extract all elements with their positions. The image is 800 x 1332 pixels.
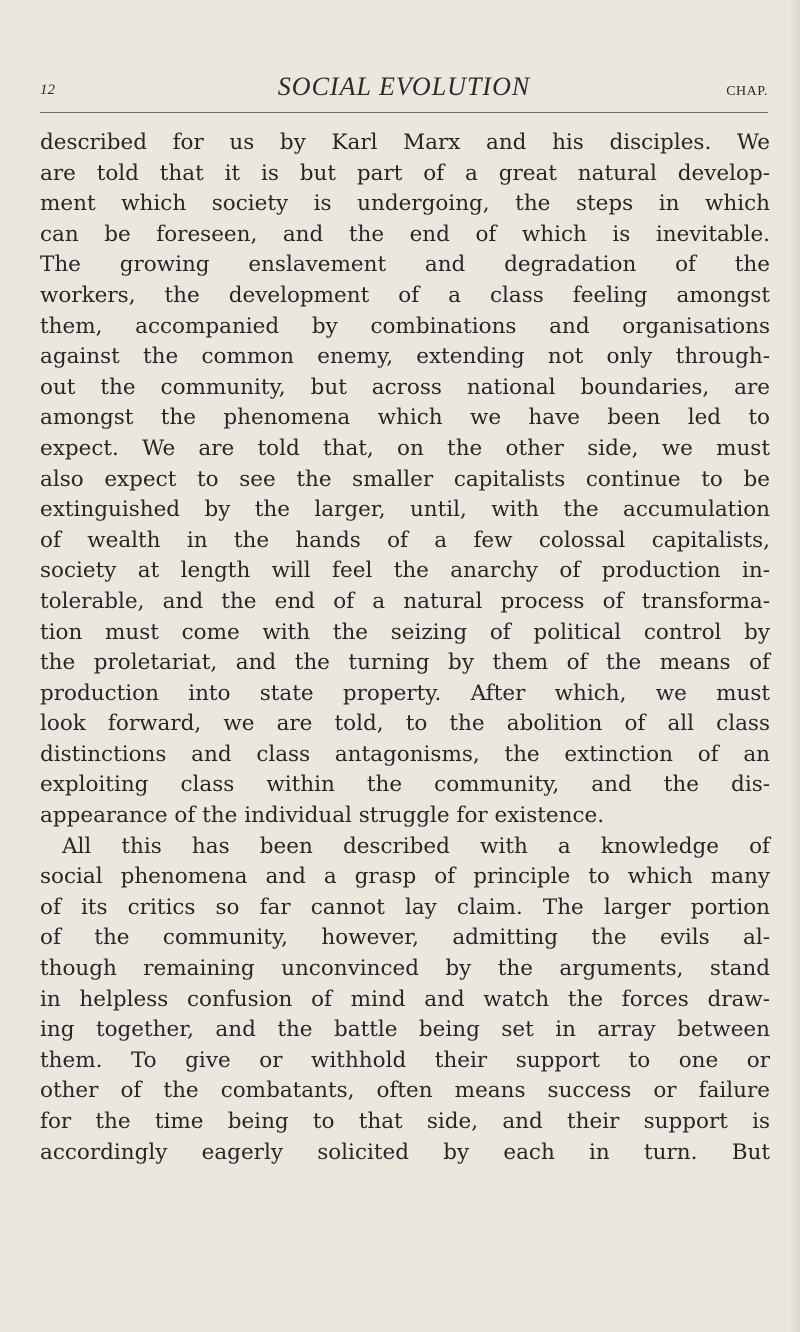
text-line: All this has been described with a knowledge of — [62, 833, 770, 859]
text-line: described for us by Karl Marx and his disciples. We — [40, 130, 770, 155]
body-text — [40, 128, 770, 1168]
text-line: production into state property. After which, we must — [40, 680, 770, 706]
text-line: extinguished by the larger, until, with the accumulation — [40, 497, 770, 523]
text-line: the proletariat, and the turning by them of the means of — [40, 650, 770, 676]
text-line: for the time being to that side, and their support is — [40, 1109, 770, 1134]
text-line: accordingly eagerly solicited by each in turn. But — [40, 1139, 770, 1165]
page-edge-shadow — [790, 0, 800, 1332]
text-line: other of the combatants, often means success or failure — [40, 1078, 770, 1104]
running-head: SOCIAL EVOLUTION — [277, 72, 531, 101]
text-line: them, accompanied by combinations and organisations — [40, 313, 770, 339]
text-line: of the community, however, admitting the evils al- — [40, 925, 770, 951]
text-line: The growing enslavement and degradation of the — [40, 252, 770, 278]
text-line: against the common enemy, extending not only through- — [40, 344, 770, 370]
text-line: of wealth in the hands of a few colossal capitalists, — [40, 527, 770, 553]
text-line: expect. We are told that, on the other side, we must — [40, 435, 770, 461]
page-number: 12 — [40, 82, 55, 98]
text-line: ing together, and the battle being set in array between — [40, 1017, 770, 1043]
text-line: appearance of the individual struggle for existence. — [40, 803, 605, 829]
text-line: amongst the phenomena which we have been led to — [40, 405, 770, 431]
text-line: distinctions and class antagonisms, the extinction of an — [40, 741, 770, 767]
page-header — [40, 68, 768, 108]
text-line: ment which society is undergoing, the steps in which — [40, 191, 770, 217]
text-line: can be foreseen, and the end of which is inevitable. — [40, 221, 770, 247]
text-line: tolerable, and the end of a natural process of transforma- — [40, 588, 770, 614]
text-line: workers, the development of a class feeling amongst — [40, 282, 770, 308]
text-line: are told that it is but part of a great natural develop- — [40, 160, 770, 186]
text-line: out the community, but across national boundaries, are — [40, 374, 770, 400]
text-line: social phenomena and a grasp of principle to which many — [40, 864, 770, 890]
text-line: though remaining unconvinced by the arguments, stand — [40, 956, 770, 982]
text-line: of its critics so far cannot lay claim. The larger portion — [40, 894, 770, 920]
text-line: tion must come with the seizing of political control by — [40, 619, 770, 645]
header-rule — [40, 112, 768, 113]
text-line: in helpless confusion of mind and watch the forces draw- — [40, 986, 770, 1012]
text-line: exploiting class within the community, and the dis- — [40, 772, 770, 798]
chapter-mark: CHAP. — [726, 84, 768, 99]
text-line: also expect to see the smaller capitalists continue to be — [40, 466, 770, 492]
text-line: them. To give or withhold their support to one or — [40, 1047, 770, 1073]
text-line: society at length will feel the anarchy of production in- — [40, 558, 770, 584]
text-line: look forward, we are told, to the abolition of all class — [40, 711, 770, 737]
